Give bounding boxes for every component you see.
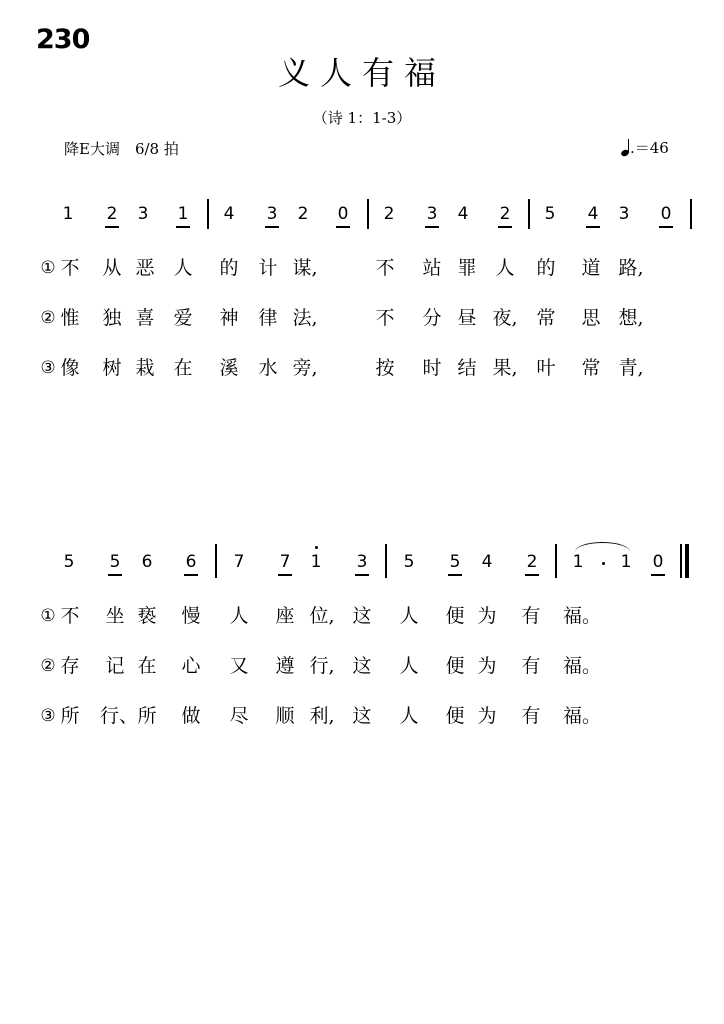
lyric-syllable: 行, bbox=[309, 655, 335, 677]
note: 2 bbox=[106, 204, 118, 224]
note: 5 bbox=[63, 552, 75, 572]
note: 5 bbox=[449, 552, 461, 572]
eighth-note-underline bbox=[659, 226, 673, 228]
lyric-syllable: 从 bbox=[102, 257, 122, 279]
note: 3 bbox=[137, 204, 149, 224]
lyric-syllable: 人 bbox=[229, 605, 249, 627]
lyric-syllable: 有 bbox=[521, 605, 541, 627]
eighth-note-underline bbox=[184, 574, 198, 576]
eighth-note-underline bbox=[108, 574, 122, 576]
lyric-syllable: 福。 bbox=[563, 605, 602, 627]
lyric-syllable: 便 bbox=[445, 705, 465, 727]
lyric-syllable: 果, bbox=[492, 357, 518, 379]
note: 5 bbox=[109, 552, 121, 572]
eighth-note-underline bbox=[651, 574, 665, 576]
note: 2 bbox=[297, 204, 309, 224]
lyric-syllable: 水 bbox=[258, 357, 278, 379]
lyric-syllable: 思 bbox=[581, 307, 601, 329]
note: 4 bbox=[481, 552, 493, 572]
eighth-note-underline bbox=[265, 226, 279, 228]
lyric-syllable: 福。 bbox=[563, 655, 602, 677]
note: 7 bbox=[233, 552, 245, 572]
barline bbox=[215, 544, 217, 578]
lyric-syllable: 的 bbox=[536, 257, 556, 279]
lyric-syllable: 结 bbox=[457, 357, 477, 379]
hymn-number: 230 bbox=[36, 24, 90, 55]
lyric-syllable: 有 bbox=[521, 705, 541, 727]
tempo-marking bbox=[620, 138, 669, 158]
note: 0 bbox=[652, 552, 664, 572]
note: 7 bbox=[279, 552, 291, 572]
barline bbox=[367, 199, 369, 229]
lyric-syllable: 慢 bbox=[181, 605, 201, 627]
lyric-syllable: 在 bbox=[173, 357, 193, 379]
lyric-syllable: 顺 bbox=[275, 705, 295, 727]
note: 2 bbox=[526, 552, 538, 572]
lyric-syllable: 青, bbox=[618, 357, 644, 379]
verse-number: ② bbox=[40, 308, 56, 328]
note: 3 bbox=[356, 552, 368, 572]
note: 4 bbox=[587, 204, 599, 224]
barline bbox=[385, 544, 387, 578]
lyric-syllable: 树 bbox=[102, 357, 122, 379]
barline bbox=[690, 199, 692, 229]
note: 5 bbox=[544, 204, 556, 224]
note: 3 bbox=[266, 204, 278, 224]
lyric-syllable: 旁, bbox=[292, 357, 318, 379]
eighth-note-underline bbox=[425, 226, 439, 228]
lyric-syllable: 亵 bbox=[137, 605, 157, 627]
note: 1 bbox=[620, 552, 632, 572]
eighth-note-underline bbox=[105, 226, 119, 228]
lyric-syllable: 想, bbox=[618, 307, 644, 329]
eighth-note-underline bbox=[525, 574, 539, 576]
lyric-syllable: 夜, bbox=[492, 307, 518, 329]
lyric-syllable: 心 bbox=[181, 655, 201, 677]
lyric-syllable: 做 bbox=[181, 705, 201, 727]
lyric-syllable: 溪 bbox=[219, 357, 239, 379]
eighth-note-underline bbox=[355, 574, 369, 576]
high-octave-dot bbox=[315, 546, 318, 549]
lyric-syllable: 为 bbox=[477, 655, 497, 677]
lyric-syllable: 不 bbox=[60, 257, 80, 279]
final-barline-thin bbox=[680, 544, 682, 578]
eighth-note-underline bbox=[448, 574, 462, 576]
note: 2 bbox=[499, 204, 511, 224]
lyric-syllable: 栽 bbox=[135, 357, 155, 379]
lyric-syllable: 常 bbox=[536, 307, 556, 329]
lyric-syllable: 路, bbox=[618, 257, 644, 279]
lyric-syllable: 叶 bbox=[536, 357, 556, 379]
lyric-syllable: 人 bbox=[399, 655, 419, 677]
verse-number: ① bbox=[40, 258, 56, 278]
verse-number: ① bbox=[40, 606, 56, 626]
note: 3 bbox=[426, 204, 438, 224]
lyric-syllable: 为 bbox=[477, 605, 497, 627]
lyric-syllable: 不 bbox=[375, 257, 395, 279]
lyric-syllable: 不 bbox=[60, 605, 80, 627]
lyric-syllable: 所 bbox=[137, 705, 157, 727]
barline bbox=[528, 199, 530, 229]
barline bbox=[555, 544, 557, 578]
scripture-reference: （诗 1：1-3） bbox=[312, 109, 412, 127]
lyric-syllable: 喜 bbox=[135, 307, 155, 329]
lyric-syllable: 恶 bbox=[135, 257, 155, 279]
note: 1 bbox=[310, 552, 322, 572]
verse-number: ③ bbox=[40, 706, 56, 726]
note: 3 bbox=[618, 204, 630, 224]
note: 1 bbox=[62, 204, 74, 224]
hymn-title: 义人有福 bbox=[277, 54, 446, 92]
eighth-note-underline bbox=[498, 226, 512, 228]
lyric-syllable: 站 bbox=[422, 257, 442, 279]
lyric-syllable: 人 bbox=[399, 605, 419, 627]
lyric-syllable: 有 bbox=[521, 655, 541, 677]
lyric-syllable: 存 bbox=[60, 655, 80, 677]
lyric-syllable: 行、 bbox=[100, 705, 139, 727]
eighth-note-underline bbox=[586, 226, 600, 228]
lyric-syllable: 的 bbox=[219, 257, 239, 279]
lyric-syllable: 便 bbox=[445, 655, 465, 677]
barline bbox=[207, 199, 209, 229]
lyric-syllable: 人 bbox=[173, 257, 193, 279]
lyric-syllable: 人 bbox=[399, 705, 419, 727]
lyric-syllable: 像 bbox=[60, 357, 80, 379]
lyric-syllable: 常 bbox=[581, 357, 601, 379]
note: 4 bbox=[223, 204, 235, 224]
lyric-syllable: 便 bbox=[445, 605, 465, 627]
verse-number: ③ bbox=[40, 358, 56, 378]
lyric-syllable: 为 bbox=[477, 705, 497, 727]
lyric-syllable: 计 bbox=[258, 257, 278, 279]
eighth-note-underline bbox=[278, 574, 292, 576]
tie bbox=[575, 542, 630, 552]
lyric-syllable: 这 bbox=[352, 605, 372, 627]
lyric-syllable: 谋, bbox=[292, 257, 318, 279]
lyric-syllable: 所 bbox=[60, 705, 80, 727]
lyric-syllable: 不 bbox=[375, 307, 395, 329]
final-barline-thick bbox=[685, 544, 689, 578]
note: 0 bbox=[660, 204, 672, 224]
lyric-syllable: 法, bbox=[292, 307, 318, 329]
lyric-syllable: 罪 bbox=[457, 257, 477, 279]
tempo-value: .＝46 bbox=[630, 139, 669, 157]
lyric-syllable: 这 bbox=[352, 655, 372, 677]
note: 5 bbox=[403, 552, 415, 572]
eighth-note-underline bbox=[336, 226, 350, 228]
eighth-note-underline bbox=[176, 226, 190, 228]
lyric-syllable: 昼 bbox=[457, 307, 477, 329]
lyric-syllable: 这 bbox=[352, 705, 372, 727]
lyric-syllable: 福。 bbox=[563, 705, 602, 727]
lyric-syllable: 道 bbox=[581, 257, 601, 279]
lyric-syllable: 按 bbox=[375, 357, 395, 379]
lyric-syllable: 坐 bbox=[105, 605, 125, 627]
note: 6 bbox=[185, 552, 197, 572]
lyric-syllable: 惟 bbox=[60, 307, 80, 329]
lyric-syllable: 座 bbox=[275, 605, 295, 627]
lyric-syllable: 在 bbox=[137, 655, 157, 677]
lyric-syllable: 记 bbox=[105, 655, 125, 677]
note: 6 bbox=[141, 552, 153, 572]
lyric-syllable: 遵 bbox=[275, 655, 295, 677]
lyric-syllable: 尽 bbox=[229, 705, 249, 727]
lyric-syllable: 时 bbox=[422, 357, 442, 379]
lyric-syllable: 独 bbox=[102, 307, 122, 329]
lyric-syllable: 分 bbox=[422, 307, 442, 329]
note: 4 bbox=[457, 204, 469, 224]
lyric-syllable: 人 bbox=[495, 257, 515, 279]
note: 1 bbox=[572, 552, 584, 572]
verse-number: ② bbox=[40, 656, 56, 676]
lyric-syllable: 位, bbox=[309, 605, 335, 627]
key-and-meter: 降E大调 6/8 拍 bbox=[64, 140, 179, 158]
note: 1 bbox=[177, 204, 189, 224]
augmentation-dot bbox=[602, 562, 605, 565]
lyric-syllable: 利, bbox=[309, 705, 335, 727]
lyric-syllable: 又 bbox=[229, 655, 249, 677]
note: 2 bbox=[383, 204, 395, 224]
lyric-syllable: 爱 bbox=[173, 307, 193, 329]
lyric-syllable: 律 bbox=[258, 307, 278, 329]
note: 0 bbox=[337, 204, 349, 224]
quarter-note-icon bbox=[620, 138, 630, 158]
lyric-syllable: 神 bbox=[219, 307, 239, 329]
